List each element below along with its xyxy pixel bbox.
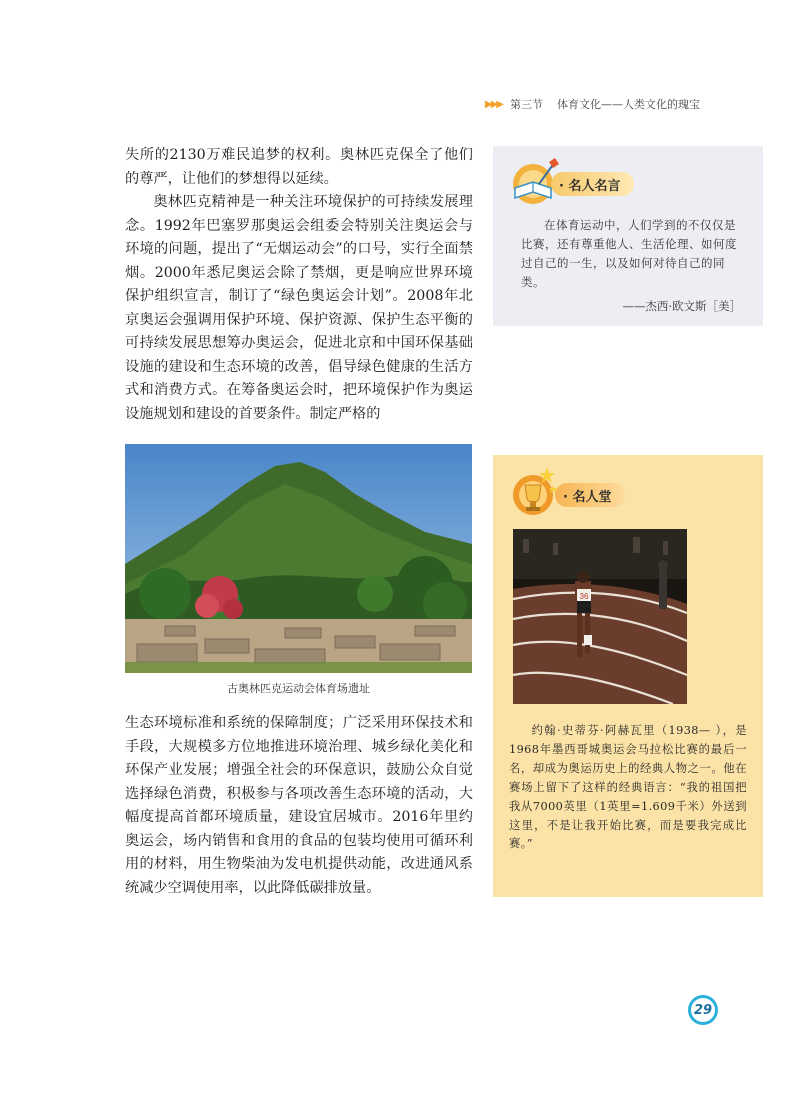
header-title: 体育文化——人类文化的瑰宝	[557, 98, 700, 111]
photo-caption: 古奥林匹克运动会体育场遗址	[227, 682, 370, 695]
runner-bib-number: 36	[579, 592, 589, 601]
quote-body: 在体育运动中，人们学到的不仅仅是比赛，还有尊重他人、生活伦理、如何度过自己的一生，以及如何对待自己的同类。	[521, 218, 737, 289]
paragraph-olympic-environment: 奥林匹克精神是一种关注环境保护的可持续发展理念。1992年巴塞罗那奥运会组委会特别关注奥运会与环境的问题，提出了“无烟运动会”的口号，实行全面禁烟。2000年悉尼奥运会除了禁烟，更是响应世界环境保护组织宣言，制订了“绿色奥运会计划”。2008年北京奥运会强调用保护环境、保护资源、保护生态平衡的可持续发展思想筹办奥运会，促进北京和中国环保基础设施的建设和生态环境的改善，倡导绿色健康的生活方式和消费方式。在筹备奥运会时，把环境保护作为奥运设施规划和建设的首要条件。制定严格的	[125, 194, 473, 422]
hall-of-fame-box	[493, 455, 763, 897]
header-arrows-icon: ▶▶▶	[484, 98, 502, 110]
page-number-badge	[688, 995, 718, 1025]
ancient-olympia-photo	[125, 444, 472, 673]
runner-photo	[513, 529, 687, 704]
hall-text	[509, 722, 747, 854]
quote-text	[521, 216, 741, 292]
paragraph-continued: 失所的2130万难民追梦的权利。奥林匹克保全了他们的尊严，让他们的梦想得以延续。	[125, 147, 473, 187]
paragraph-environment-measures: 生态环境标准和系统的保障制度；广泛采用环保技术和手段，大规模多方位地推进环境治理、城乡绿化美化和环保产业发展；增强全社会的环保意识，鼓励公众自觉选择绿色消费，积极参与各项改善生态环境的活动，大幅度提高首都环境质量，建设宜居城市。2016年里约奥运会，场内销售和食用的食品的包装均使用可循环利用的材料，用生物柴油为发电机提供动能，改进通风系统减少空调使用率，以此降低碳排放量。	[125, 715, 473, 896]
quote-title-label: · 名人名言	[551, 172, 634, 196]
quote-box-title	[551, 172, 634, 196]
hall-box-title	[555, 483, 625, 507]
quote-author: ——杰西·欧文斯［美］	[622, 299, 741, 313]
page-number: 29	[691, 998, 715, 1022]
main-text-top	[125, 144, 473, 426]
running-header	[485, 96, 700, 112]
hall-body: 约翰·史蒂芬·阿赫瓦里（1938— ），是1968年墨西哥城奥运会马拉松比赛的最后一名，却成为奥运历史上的经典人物之一。他在赛场上留下了这样的经典语言：“我的祖国把我从7000英里（1英里=1.609千米）外送到这里，不是让我开始比赛，而是要我完成比赛。”	[509, 724, 747, 851]
main-text-bottom	[125, 712, 473, 900]
hall-title-label: · 名人堂	[555, 483, 625, 507]
header-section: 第三节	[510, 98, 543, 111]
famous-quote-box	[493, 146, 763, 326]
